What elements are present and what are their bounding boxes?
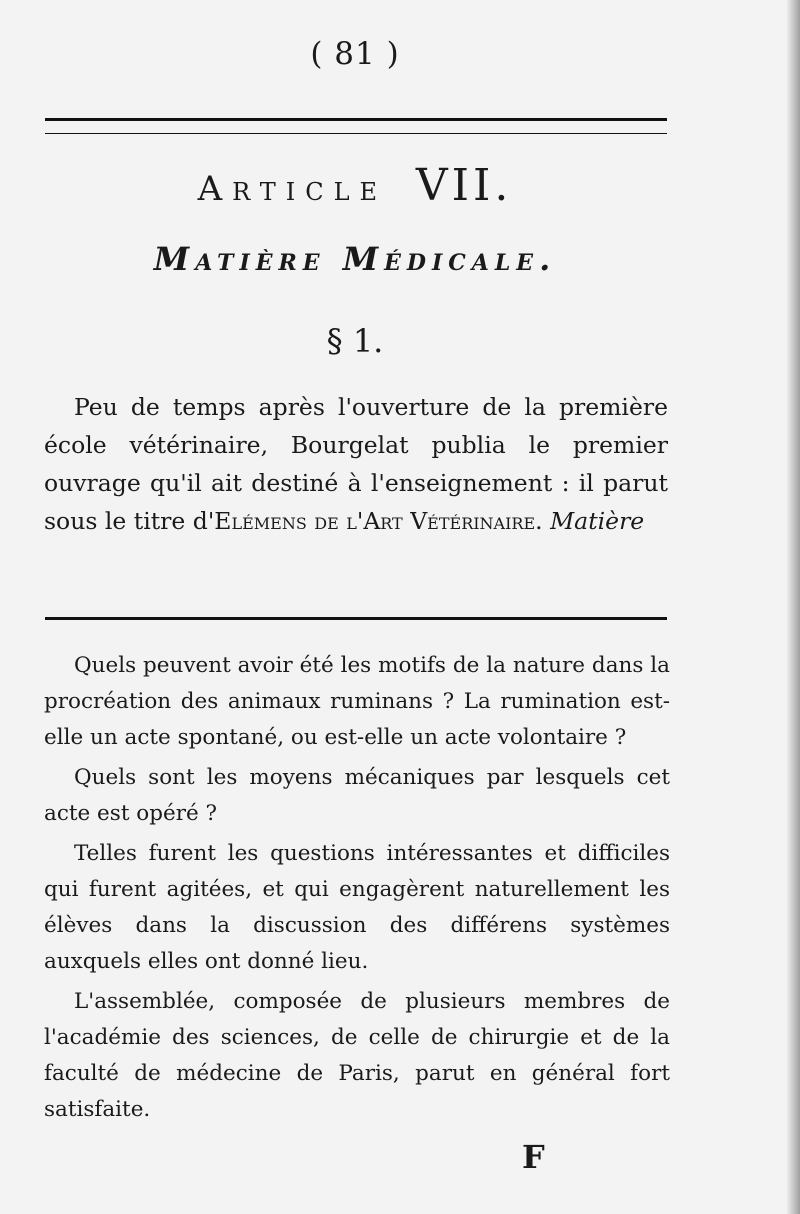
article-word: Article	[197, 169, 388, 209]
section-title: Matière Médicale.	[153, 240, 557, 278]
section-divider-rule	[45, 617, 667, 620]
intro-book-title: Elémens de l'Art Vétérinaire.	[214, 507, 543, 535]
questions-block	[44, 648, 670, 1132]
signature-mark: F	[522, 1138, 545, 1176]
article-numeral: VII.	[415, 160, 513, 211]
header-double-rule	[45, 118, 667, 134]
paragraph-mechanisms: Quels sont les moyens mécaniques par lesquels cet acte est opéré ?	[44, 765, 670, 826]
paragraph-questions: Telles furent les questions intéressantes et difficiles qui furent agitées, et qui engagèrent naturellement les élèves dans la discussion des différens systèmes auxquels elles ont donné lieu.	[44, 841, 670, 974]
paragraph-assembly: L'assemblée, composée de plusieurs membres de l'académie des sciences, de celle de chirurgie et de la faculté de médecine de Paris, parut en général fort satisfaite.	[44, 989, 670, 1122]
paragraph-rumination: Quels peuvent avoir été les motifs de la nature dans la procréation des animaux ruminans ? La rumination est-elle un acte spontané, ou est-elle un acte volontaire ?	[44, 653, 670, 750]
section-mark: § 1.	[326, 322, 384, 360]
page-number: ( 81 )	[310, 36, 400, 72]
intro-text: Peu de temps après l'ouverture de la première école vétérinaire, Bourgelat publia le premier ouvrage qu'il ait destiné à l'enseignement : il parut sous le titre d'	[44, 393, 668, 535]
intro-paragraph	[44, 388, 668, 540]
catchword: Matière	[550, 507, 645, 535]
article-heading	[0, 160, 710, 211]
